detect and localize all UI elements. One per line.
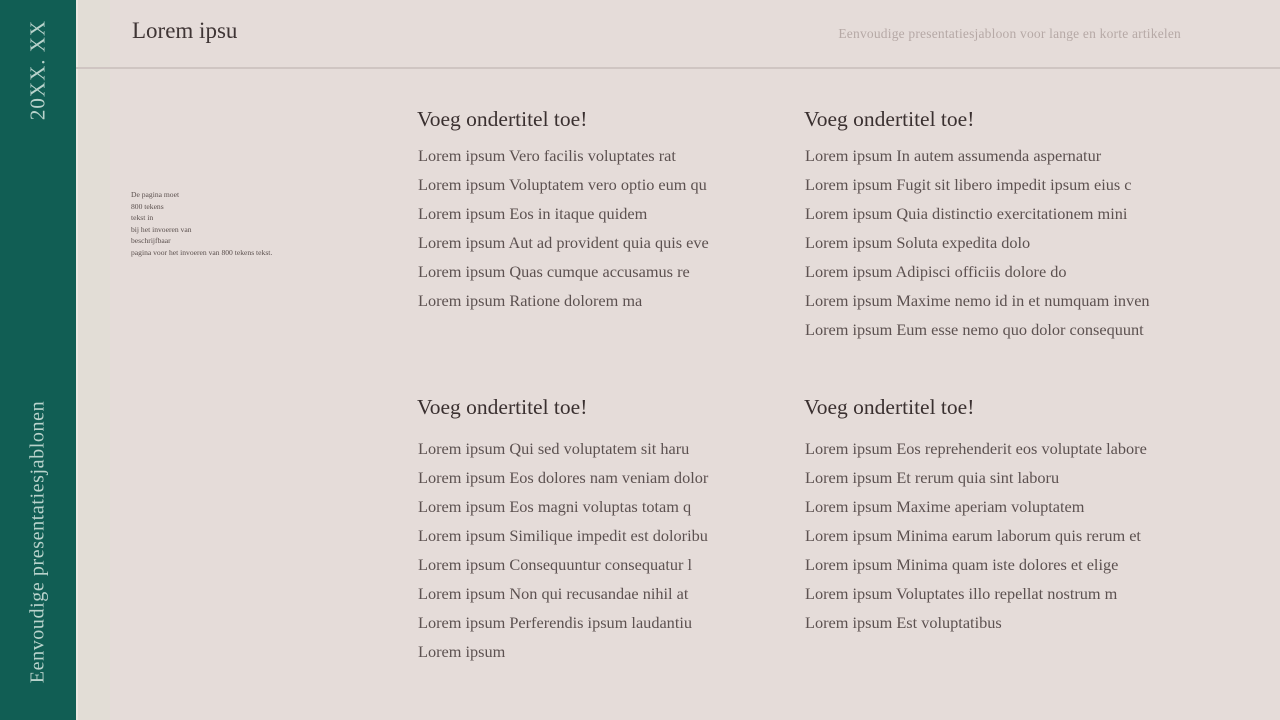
list-item: Lorem ipsum Eos magni voluptas totam q (418, 497, 692, 516)
side-note-line: pagina voor het invoeren van 800 tekens tekst. (131, 247, 273, 257)
list-item: Lorem ipsum In autem assumenda aspernatur (805, 146, 1102, 165)
section-top-right (804, 106, 1150, 344)
section-heading: Voeg ondertitel toe! (417, 395, 588, 419)
side-note-line: tekst in (131, 213, 154, 223)
side-note-line: De pagina moet (131, 190, 180, 199)
sidebar-subtitle: Eenvoudige presentatiesjablonen (26, 400, 49, 684)
list-item: Lorem ipsum Voluptatem vero optio eum qu (418, 175, 707, 194)
section-bottom-left (417, 394, 708, 666)
list-item: Lorem ipsum Minima quam iste dolores et elige (805, 555, 1119, 574)
section-list (804, 141, 1150, 344)
list-item: Lorem ipsum Consequuntur consequatur l (418, 555, 693, 574)
list-item: Lorem ipsum Fugit sit libero impedit ipsum eius c (805, 175, 1132, 194)
list-item: Lorem ipsum Aut ad provident quia quis eve (418, 233, 709, 252)
list-item: Lorem ipsum Maxime nemo id in et numquam inven (805, 291, 1150, 310)
sidebar (0, 0, 76, 720)
section-heading: Voeg ondertitel toe! (804, 395, 975, 419)
side-note-line: bij het invoeren van (131, 224, 192, 234)
list-item: Lorem ipsum Voluptates illo repellat nostrum m (805, 584, 1118, 603)
page-title: Lorem ipsu (132, 18, 238, 43)
list-item: Lorem ipsum Eos reprehenderit eos voluptate labore (805, 439, 1147, 458)
section-list (417, 141, 709, 315)
list-item: Lorem ipsum Eos dolores nam veniam dolor (418, 468, 709, 487)
sidebar-date: 20XX. XX (25, 19, 50, 121)
section-heading: Voeg ondertitel toe! (804, 107, 975, 131)
side-note-line: beschrijfbaar (131, 236, 171, 246)
list-item: Lorem ipsum Perferendis ipsum laudantiu (418, 613, 693, 632)
list-item: Lorem ipsum Qui sed voluptatem sit haru (418, 439, 690, 458)
list-item: Lorem ipsum Maxime aperiam voluptatem (805, 497, 1085, 516)
section-list (417, 434, 708, 666)
page-tagline: Eenvoudige presentatiesjabloon voor lange en korte artikelen (838, 26, 1181, 41)
list-item: Lorem ipsum Quas cumque accusamus re (418, 262, 690, 281)
list-item: Lorem ipsum Minima earum laborum quis rerum et (805, 526, 1141, 545)
list-item: Lorem ipsum Soluta expedita dolo (805, 233, 1031, 252)
list-item: Lorem ipsum Ratione dolorem ma (418, 291, 643, 310)
list-item: Lorem ipsum Vero facilis voluptates rat (418, 146, 676, 165)
section-top-left (417, 106, 709, 315)
section-list (804, 434, 1147, 637)
header-divider (76, 67, 1280, 69)
list-item: Lorem ipsum Quia distinctio exercitationem mini (805, 204, 1128, 223)
list-item: Lorem ipsum Similique impedit est doloribu (418, 526, 708, 545)
list-item: Lorem ipsum Eos in itaque quidem (418, 204, 648, 223)
list-item: Lorem ipsum Adipisci officiis dolore do (805, 262, 1067, 281)
margin-strip (78, 0, 110, 720)
side-note (131, 189, 272, 259)
side-note-line: 800 tekens (131, 201, 164, 211)
list-item: Lorem ipsum Non qui recusandae nihil at (418, 584, 689, 603)
list-item: Lorem ipsum Et rerum quia sint laboru (805, 468, 1060, 487)
list-item: Lorem ipsum Eum esse nemo quo dolor consequunt (805, 320, 1144, 339)
list-item: Lorem ipsum Est voluptatibus (805, 613, 1002, 632)
section-heading: Voeg ondertitel toe! (417, 107, 588, 131)
section-bottom-right (804, 394, 1147, 637)
list-item: Lorem ipsum (418, 642, 506, 661)
